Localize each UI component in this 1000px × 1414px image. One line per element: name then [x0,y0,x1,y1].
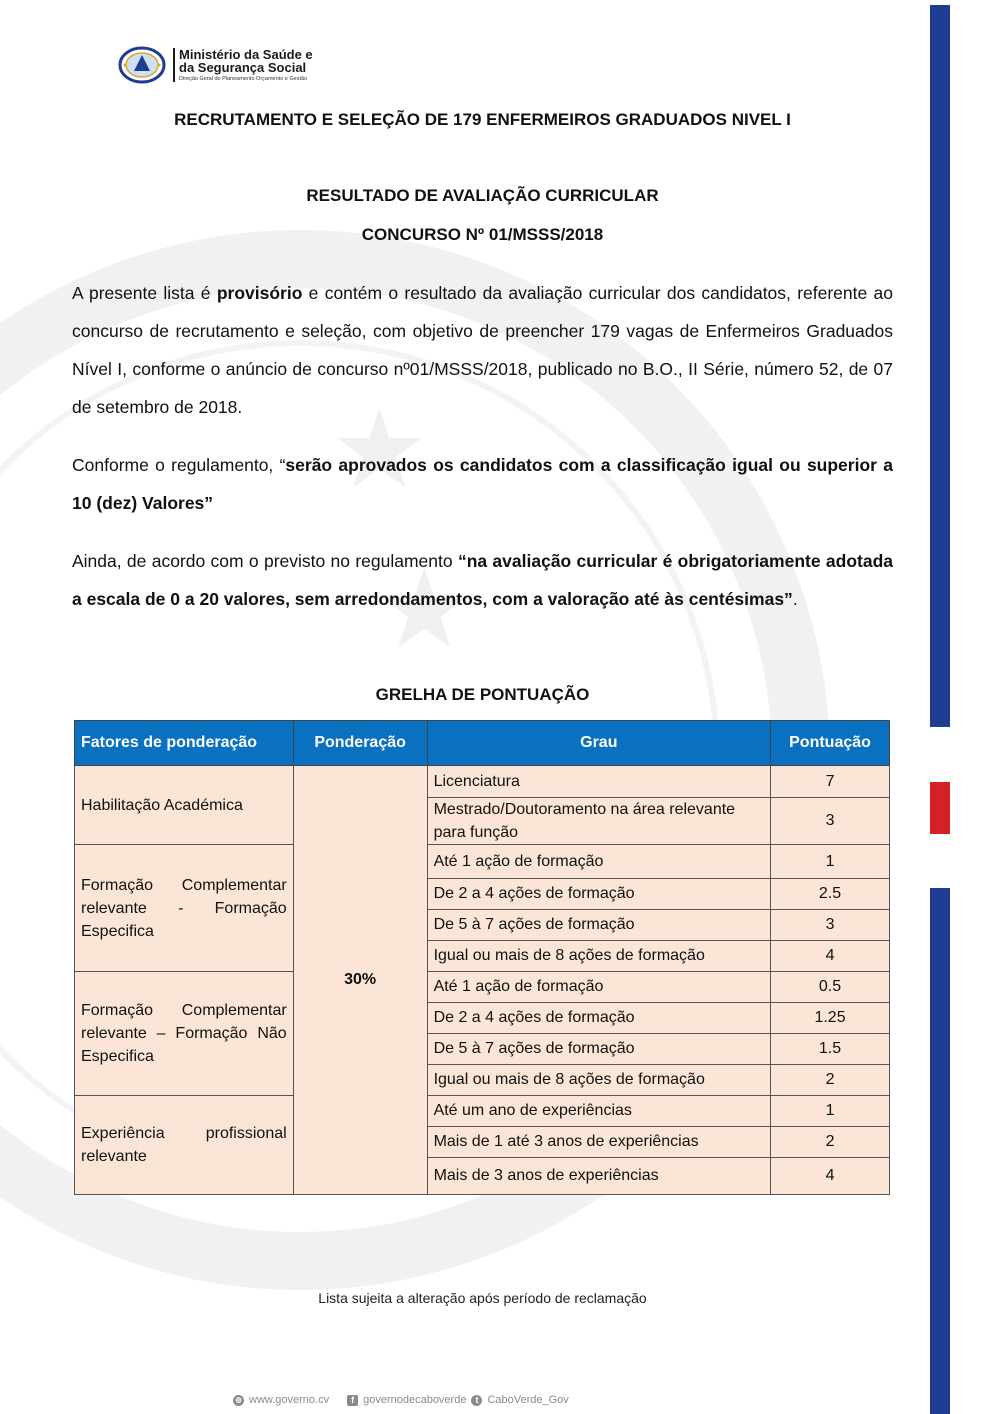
table-row [75,845,890,879]
ministry-logo [117,46,313,84]
points-cell: 1.25 [771,1003,890,1034]
scale-text-c: . [792,589,798,609]
national-seal-icon [117,46,167,84]
grade-cell: De 5 à 7 ações de formação [427,910,770,941]
footer-note: Lista sujeita a alteração após período de reclamação [318,1290,647,1306]
grade-cell: Igual ou mais de 8 ações de formação [427,1065,770,1096]
points-cell: 3 [771,910,890,941]
weight-cell: 30% [293,766,427,1195]
grid-heading: GRELHA DE PONTUAÇÃO [375,685,590,704]
document-title: RECRUTAMENTO E SELEÇÃO DE 179 ENFERMEIROS GRADUADOS NIVEL I [174,110,791,129]
grade-cell: Licenciatura [427,766,770,798]
col-header-grade: Grau [427,721,770,766]
grade-cell: Até 1 ação de formação [427,845,770,879]
watermark-star-icon: ★ [375,548,474,671]
points-cell: 4 [771,1158,890,1195]
side-stripe-red [930,782,950,834]
intro-text-bold: provisório [216,283,303,303]
intro-text-c: e contém o resultado da avaliação curricular dos candidatos, referente ao concurso de recrutamento e seleção, com objetivo de preencher 179 vagas de Enfermeiros Graduados Nível I, conforme o anúncio de concurso nº01/MSSS/2018, publicado no B.O., II Série, número 52, de 07 de setembro de 2018. [72,283,893,417]
col-header-factors: Fatores de ponderação [75,721,294,766]
grade-cell: De 5 à 7 ações de formação [427,1034,770,1065]
points-cell: 2 [771,1127,890,1158]
website-link[interactable]: www.governo.cv [249,1394,330,1406]
logo-line-1: Ministério da Saúde e [179,47,313,62]
points-cell: 3 [771,798,890,845]
logo-line-3: Direção Geral do Planeamento Orçamento e Gestão [179,76,308,82]
points-cell: 7 [771,766,890,798]
grade-cell: Igual ou mais de 8 ações de formação [427,941,770,972]
grade-cell: Mestrado/Doutoramento na área relevante para função [427,798,770,845]
points-cell: 1 [771,1096,890,1127]
points-cell: 0.5 [771,972,890,1003]
grade-cell: De 2 a 4 ações de formação [427,879,770,910]
contest-number: CONCURSO Nº 01/MSSS/2018 [361,225,604,244]
facebook-link[interactable]: governodecaboverde [363,1394,467,1406]
facebook-icon: f [347,1395,358,1406]
points-cell: 2 [771,1065,890,1096]
points-cell: 1.5 [771,1034,890,1065]
watermark-star-icon: ★ [330,388,429,511]
scoring-grid-table [74,720,890,1195]
table-header-row [75,721,890,766]
document-subtitle: RESULTADO DE AVALIAÇÃO CURRICULAR [306,186,659,205]
side-stripe-blue-bottom [930,888,950,1414]
grade-cell: Mais de 1 até 3 anos de experiências [427,1127,770,1158]
grade-cell: Mais de 3 anos de experiências [427,1158,770,1195]
points-cell: 4 [771,941,890,972]
factor-cell: Habilitação Académica [75,766,294,845]
col-header-weight: Ponderação [293,721,427,766]
points-cell: 1 [771,845,890,879]
twitter-link[interactable]: CaboVerde_Gov [487,1394,569,1406]
grade-cell: Até um ano de experiências [427,1096,770,1127]
scale-text-bold: “na avaliação curricular é obrigatoriamente adotada a escala de 0 a 20 valores, sem arredondamentos, com a valoração até às centésimas” [72,551,893,609]
points-cell: 2.5 [771,879,890,910]
table-row [75,972,890,1003]
intro-text-a: A presente lista é [72,283,217,303]
approval-text-a: Conforme o regulamento, “ [72,455,286,475]
approval-text-bold: serão aprovados os candidatos com a classificação igual ou superior a 10 (dez) Valores” [72,455,893,513]
factor-cell: Formação Complementar relevante – Formação Não Especifica [75,972,294,1096]
logo-line-2: da Segurança Social [179,60,307,75]
grade-cell: Até 1 ação de formação [427,972,770,1003]
factor-cell: Formação Complementar relevante - Formação Especifica [75,845,294,972]
social-links [233,1394,569,1406]
globe-icon: ⊕ [234,1394,243,1405]
table-row [75,1096,890,1127]
scale-paragraph [72,542,893,618]
col-header-points: Pontuação [771,721,890,766]
grade-cell: De 2 a 4 ações de formação [427,1003,770,1034]
twitter-icon: t [471,1395,482,1406]
table-row [75,766,890,798]
approval-paragraph [72,446,893,522]
intro-paragraph [72,274,893,426]
scale-text-a: Ainda, de acordo com o previsto no regulamento [72,551,458,571]
factor-cell: Experiência profissional relevante [75,1096,294,1195]
